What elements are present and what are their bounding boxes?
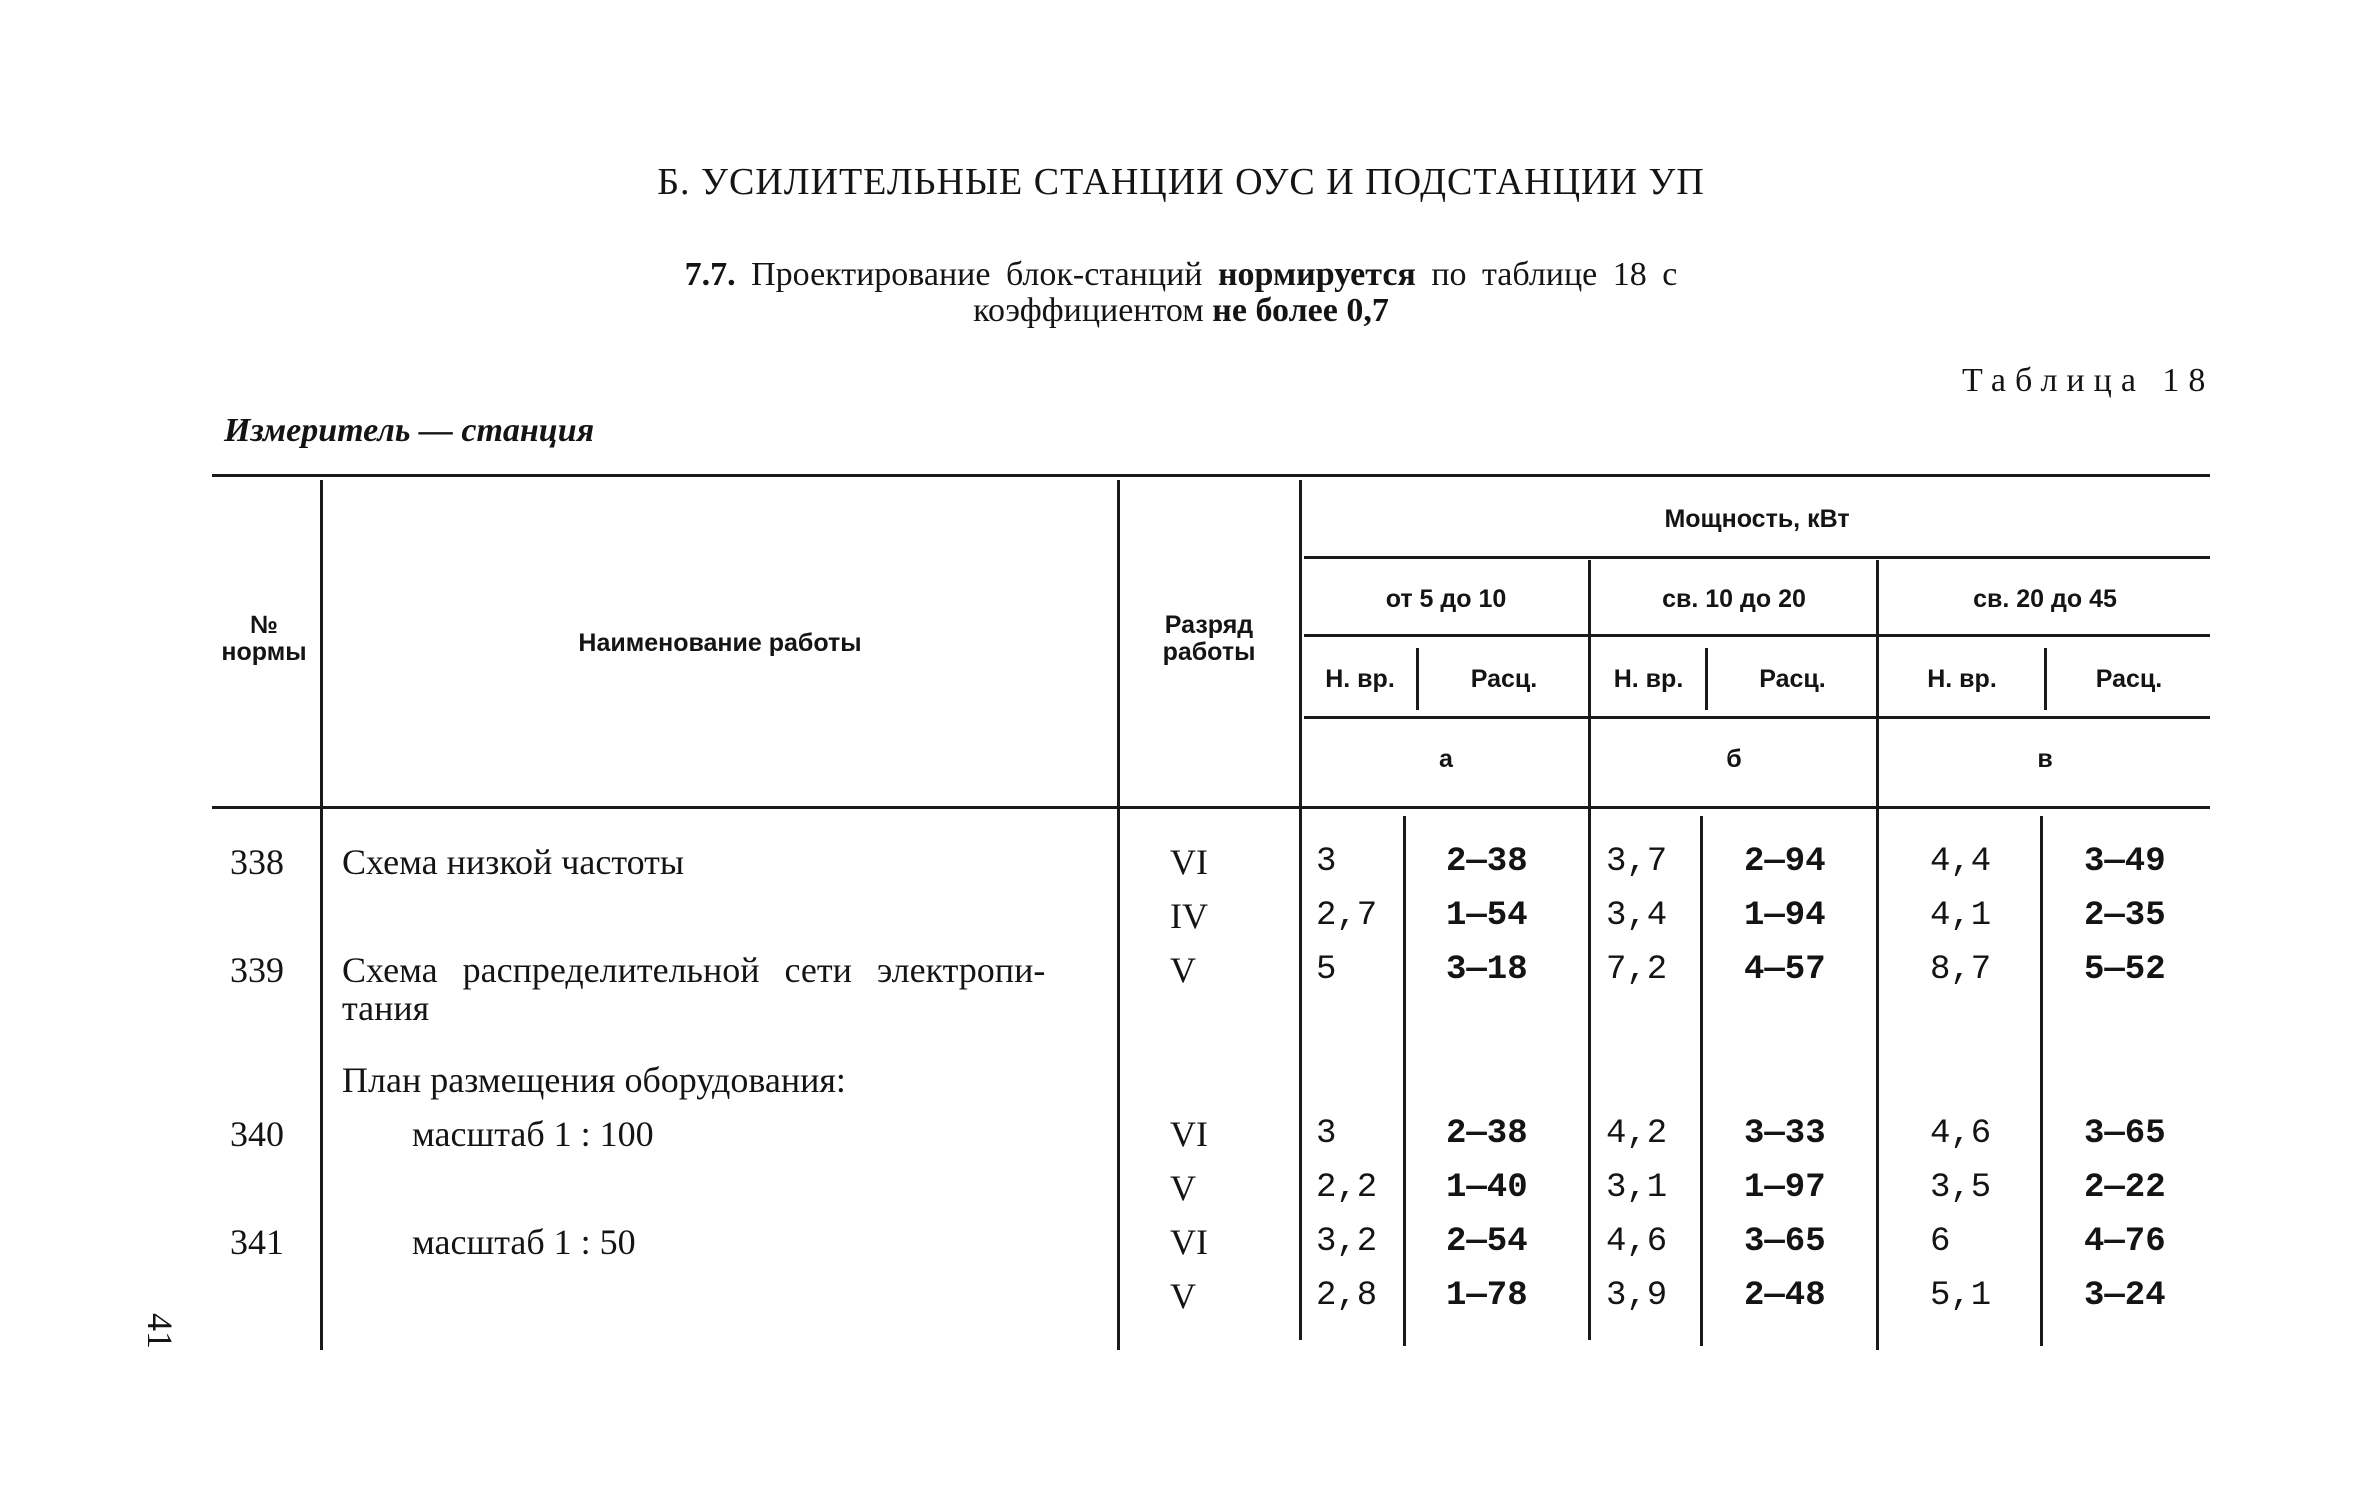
header-work-name: Наименование работы [578, 629, 862, 657]
work-name-cell: План размещения оборудования: [342, 1060, 846, 1100]
rate-c-cell: 5—52 [2084, 951, 2166, 989]
time-a-cell: 3 [1316, 1115, 1337, 1153]
rate-c-cell: 3—49 [2084, 843, 2166, 881]
grade-cell: V [1170, 1168, 1196, 1208]
header-letter-b: б [1726, 745, 1742, 773]
col-divider-range1 [1588, 560, 1591, 1340]
time-a-cell: 3,2 [1316, 1223, 1378, 1261]
header-range-3: св. 20 до 45 [1973, 585, 2117, 613]
rate-c-cell: 2—35 [2084, 897, 2166, 935]
rate-b-cell: 1—94 [1744, 897, 1826, 935]
time-b-cell: 3,1 [1606, 1169, 1668, 1207]
norm-number-cell: 340 [230, 1114, 284, 1154]
header-norm-word: нормы [221, 638, 307, 666]
time-a-cell: 5 [1316, 951, 1337, 989]
clause-text: Проектирование блок-станций [751, 256, 1203, 293]
norm-number-cell: 338 [230, 842, 284, 882]
norm-number-cell: 339 [230, 950, 284, 990]
header-norm-number [214, 612, 314, 666]
subcol-divider-a [1416, 648, 1419, 710]
rate-b-cell: 1—97 [1744, 1169, 1826, 1207]
work-name-cell-continuation: тания [342, 988, 430, 1028]
time-c-cell: 6 [1930, 1223, 1951, 1261]
time-c-cell: 4,6 [1930, 1115, 1992, 1153]
clause-number: 7.7. [684, 256, 736, 293]
grade-cell: VI [1170, 1114, 1208, 1154]
grade-cell: VI [1170, 1222, 1208, 1262]
time-c-cell: 3,5 [1930, 1169, 1992, 1207]
columns-subheader-rule [1304, 716, 2210, 719]
clause-line-2 [0, 292, 2362, 330]
time-b-cell: 7,2 [1606, 951, 1668, 989]
header-range-2: св. 10 до 20 [1662, 585, 1806, 613]
body-divider-a [1403, 816, 1406, 1346]
header-rate-c: Расц. [2095, 665, 2163, 693]
col-divider-norm [320, 480, 323, 1350]
rate-a-cell: 3—18 [1446, 951, 1528, 989]
range-subheader-rule [1304, 634, 2210, 637]
header-letter-a: а [1439, 745, 1453, 773]
time-a-cell: 2,2 [1316, 1169, 1378, 1207]
work-name-cell: масштаб 1 : 100 [412, 1114, 654, 1154]
rate-c-cell: 3—24 [2084, 1277, 2166, 1315]
section-title: Б. УСИЛИТЕЛЬНЫЕ СТАНЦИИ ОУС И ПОДСТАНЦИИ УП [657, 161, 1705, 203]
header-power: Мощность, кВт [1664, 505, 1850, 533]
time-c-cell: 8,7 [1930, 951, 1992, 989]
rate-a-cell: 2—38 [1446, 1115, 1528, 1153]
header-rate-b: Расц. [1759, 665, 1826, 693]
work-name-cell: Схема распределительной сети электропи- [342, 950, 1046, 990]
col-divider-range2 [1876, 560, 1879, 1350]
header-time-a: Н. вр. [1325, 665, 1395, 693]
time-c-cell: 4,1 [1930, 897, 1992, 935]
rate-b-cell: 3—33 [1744, 1115, 1826, 1153]
rate-c-cell: 2—22 [2084, 1169, 2166, 1207]
time-c-cell: 4,4 [1930, 843, 1992, 881]
clause-line2-text: коэффициентом [973, 292, 1204, 329]
subcol-divider-b [1705, 648, 1708, 710]
header-rate-a: Расц. [1470, 665, 1538, 693]
clause-tail: по таблице 18 с [1431, 256, 1678, 293]
time-b-cell: 4,2 [1606, 1115, 1668, 1153]
header-grade-word1: Разряд [1164, 611, 1254, 639]
rate-a-cell: 2—54 [1446, 1223, 1528, 1261]
rate-a-cell: 1—54 [1446, 897, 1528, 935]
body-divider-b [1700, 816, 1703, 1346]
time-b-cell: 3,9 [1606, 1277, 1668, 1315]
rate-c-cell: 4—76 [2084, 1223, 2166, 1261]
time-b-cell: 4,6 [1606, 1223, 1668, 1261]
header-time-b: Н. вр. [1613, 665, 1684, 693]
time-b-cell: 3,4 [1606, 897, 1668, 935]
rate-b-cell: 3—65 [1744, 1223, 1826, 1261]
header-range-1: от 5 до 10 [1385, 585, 1507, 613]
table-label: Таблица 18 [1962, 362, 2215, 399]
rate-b-cell: 2—94 [1744, 843, 1826, 881]
header-letter-c: в [2037, 745, 2053, 773]
header-grade-word2: работы [1162, 638, 1256, 666]
subcol-divider-c [2044, 648, 2047, 710]
time-a-cell: 3 [1316, 843, 1337, 881]
rate-c-cell: 3—65 [2084, 1115, 2166, 1153]
time-a-cell: 2,8 [1316, 1277, 1378, 1315]
time-b-cell: 3,7 [1606, 843, 1668, 881]
body-divider-c [2040, 816, 2043, 1346]
grade-cell: VI [1170, 842, 1208, 882]
power-subheader-rule [1304, 556, 2210, 559]
header-norm-sign: № [250, 611, 278, 639]
rate-b-cell: 4—57 [1744, 951, 1826, 989]
header-grade [1124, 612, 1294, 666]
rate-a-cell: 2—38 [1446, 843, 1528, 881]
rate-b-cell: 2—48 [1744, 1277, 1826, 1315]
rate-a-cell: 1—40 [1446, 1169, 1528, 1207]
work-name-cell: Схема низкой частоты [342, 842, 685, 882]
grade-cell: V [1170, 1276, 1196, 1316]
rate-a-cell: 1—78 [1446, 1277, 1528, 1315]
clause-line2-bold: не более 0,7 [1212, 292, 1389, 329]
header-bottom-rule [212, 806, 2210, 809]
norm-number-cell: 341 [230, 1222, 284, 1262]
grade-cell: V [1170, 950, 1196, 990]
grade-cell: IV [1170, 896, 1208, 936]
time-c-cell: 5,1 [1930, 1277, 1992, 1315]
measure-unit: Измеритель — станция [224, 412, 595, 449]
page-number: 41 [140, 1313, 180, 1349]
col-divider-grade [1299, 480, 1302, 1340]
table-top-rule [212, 474, 2210, 477]
col-divider-name [1117, 480, 1120, 1350]
clause-line-1 [0, 256, 2362, 294]
header-time-c: Н. вр. [1927, 665, 1997, 693]
work-name-cell: масштаб 1 : 50 [412, 1222, 636, 1262]
time-a-cell: 2,7 [1316, 897, 1378, 935]
clause-bold-text: нормируется [1217, 256, 1416, 293]
